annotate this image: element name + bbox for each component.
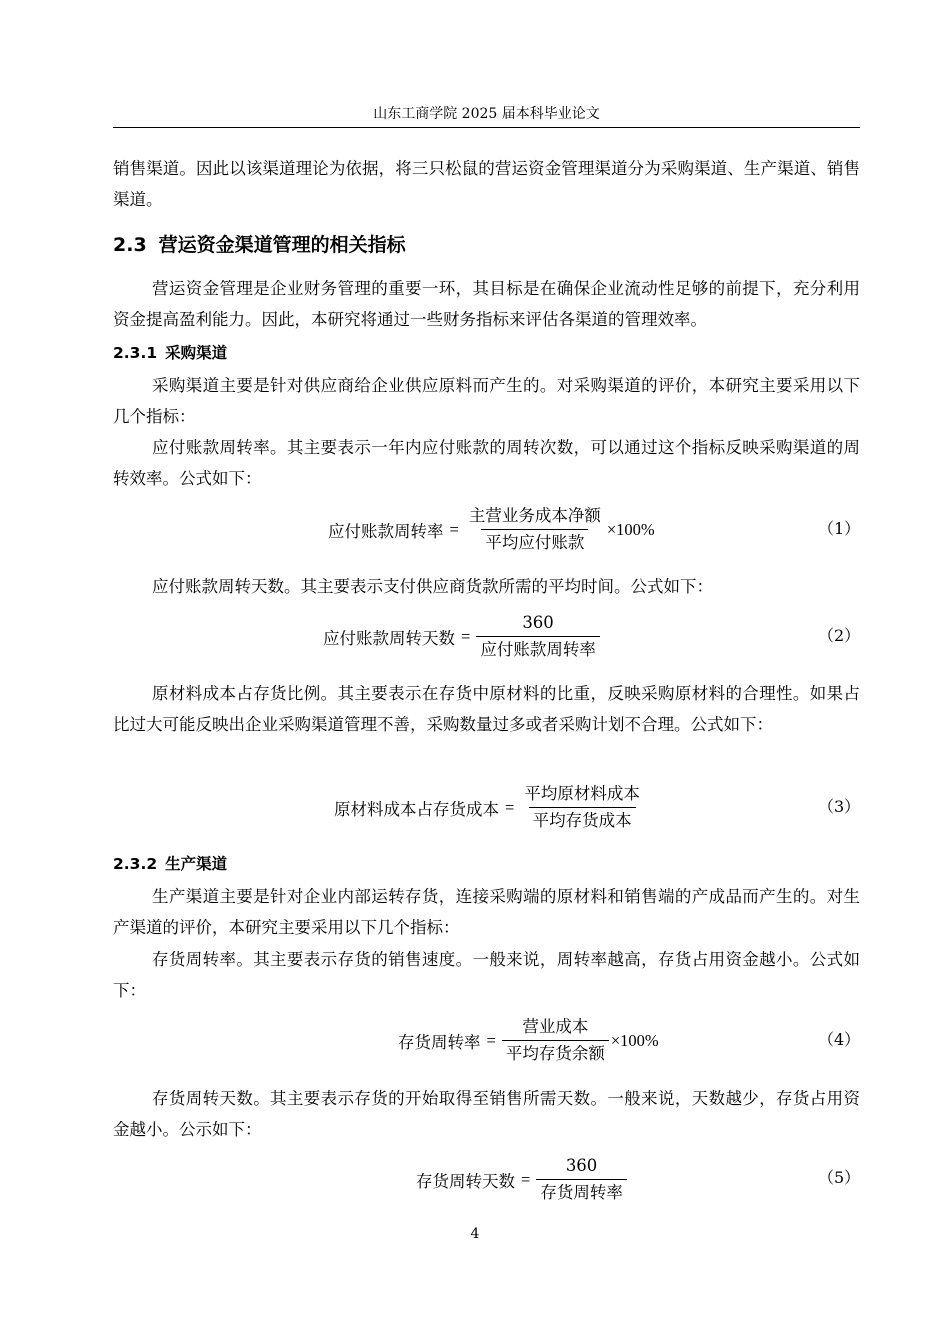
formula-4 — [398, 1016, 659, 1065]
numerator: 360 — [522, 613, 554, 632]
denominator: 平均应付账款 — [481, 529, 588, 554]
formula-2 — [323, 612, 600, 661]
denominator: 平均存货余额 — [502, 1040, 609, 1065]
paragraph: 存货周转天数。其主要表示存货的开始取得至销售所需天数。一般来说，天数越少，存货占用资金越小。公示如下： — [113, 1089, 860, 1139]
subsection-heading-2-3-1 — [113, 342, 227, 364]
equation-number: （1） — [818, 519, 861, 538]
formula-5 — [416, 1155, 627, 1204]
fraction — [476, 612, 600, 661]
formula-lhs: 存货周转率 — [398, 1032, 481, 1052]
fraction — [536, 1155, 627, 1204]
numerator: 360 — [565, 1156, 598, 1175]
denominator: 应付账款周转率 — [476, 636, 600, 661]
paragraph: 原材料成本占存货比例。其主要表示在存货中原材料的比重，反映采购原材料的合理性。如果占比过大可能反映出企业采购渠道管理不善，采购数量过多或者采购计划不合理。公式如下： — [113, 684, 860, 734]
paragraph: 生产渠道主要是针对企业内部运转存货，连接采购端的原材料和销售端的产成品而产生的。对生产渠道的评价，本研究主要采用以下几个指标： — [113, 887, 860, 937]
numerator: 平均原材料成本 — [524, 784, 640, 803]
subsection-title: 采购渠道 — [165, 344, 228, 362]
equals-sign: = — [521, 1169, 531, 1189]
formula-1 — [328, 505, 655, 554]
subsection-number: 2.3.1 — [113, 344, 158, 362]
paragraph: 采购渠道主要是针对供应商给企业供应原料而产生的。对采购渠道的评价，本研究主要采用以下几个指标： — [113, 376, 860, 426]
paragraph: 销售渠道。因此以该渠道理论为依据，将三只松鼠的营运资金管理渠道分为采购渠道、生产渠道、销售渠道。 — [113, 159, 860, 209]
paragraph: 应付账款周转率。其主要表示一年内应付账款的周转次数，可以通过这个指标反映采购渠道的周转效率。公式如下： — [113, 438, 860, 488]
formula-3 — [334, 783, 644, 832]
equation-number: （2） — [818, 626, 861, 645]
equation-number: （5） — [818, 1168, 861, 1187]
numerator: 营业成本 — [522, 1017, 589, 1036]
percent-multiplier: ×100% — [606, 519, 655, 539]
percent-multiplier: ×100% — [610, 1030, 659, 1050]
page-number: 4 — [470, 1226, 480, 1242]
fraction — [465, 505, 605, 554]
numerator: 主营业务成本净额 — [468, 506, 601, 525]
paragraph: 应付账款周转天数。其主要表示支付供应商货款所需的平均时间。公式如下： — [152, 577, 713, 596]
equals-sign: = — [505, 797, 515, 817]
equals-sign: = — [486, 1030, 496, 1050]
formula-lhs: 应付账款周转率 — [328, 521, 444, 541]
header-rule — [113, 127, 860, 128]
subsection-heading-2-3-2 — [113, 853, 227, 875]
equals-sign: = — [449, 519, 459, 539]
running-header: 山东工商学院 2025 届本科毕业论文 — [373, 106, 600, 122]
equation-number: （3） — [818, 797, 861, 816]
denominator: 存货周转率 — [536, 1179, 627, 1204]
section-number: 2.3 — [113, 234, 147, 256]
equation-number: （4） — [818, 1030, 861, 1049]
formula-lhs: 存货周转天数 — [416, 1171, 515, 1191]
fraction — [520, 783, 644, 832]
subsection-number: 2.3.2 — [113, 855, 158, 873]
denominator: 平均存货成本 — [529, 807, 636, 832]
subsection-title: 生产渠道 — [165, 855, 228, 873]
formula-lhs: 原材料成本占存货成本 — [334, 799, 499, 819]
fraction — [502, 1016, 609, 1065]
equals-sign: = — [461, 626, 471, 646]
section-heading-2-3 — [113, 232, 406, 258]
paragraph: 存货周转率。其主要表示存货的销售速度。一般来说，周转率越高，存货占用资金越小。公式如下： — [113, 950, 860, 1000]
section-title: 营运资金渠道管理的相关指标 — [158, 234, 406, 256]
paragraph: 营运资金管理是企业财务管理的重要一环，其目标是在确保企业流动性足够的前提下，充分利用资金提高盈利能力。因此，本研究将通过一些财务指标来评估各渠道的管理效率。 — [113, 279, 860, 329]
formula-lhs: 应付账款周转天数 — [323, 628, 455, 648]
